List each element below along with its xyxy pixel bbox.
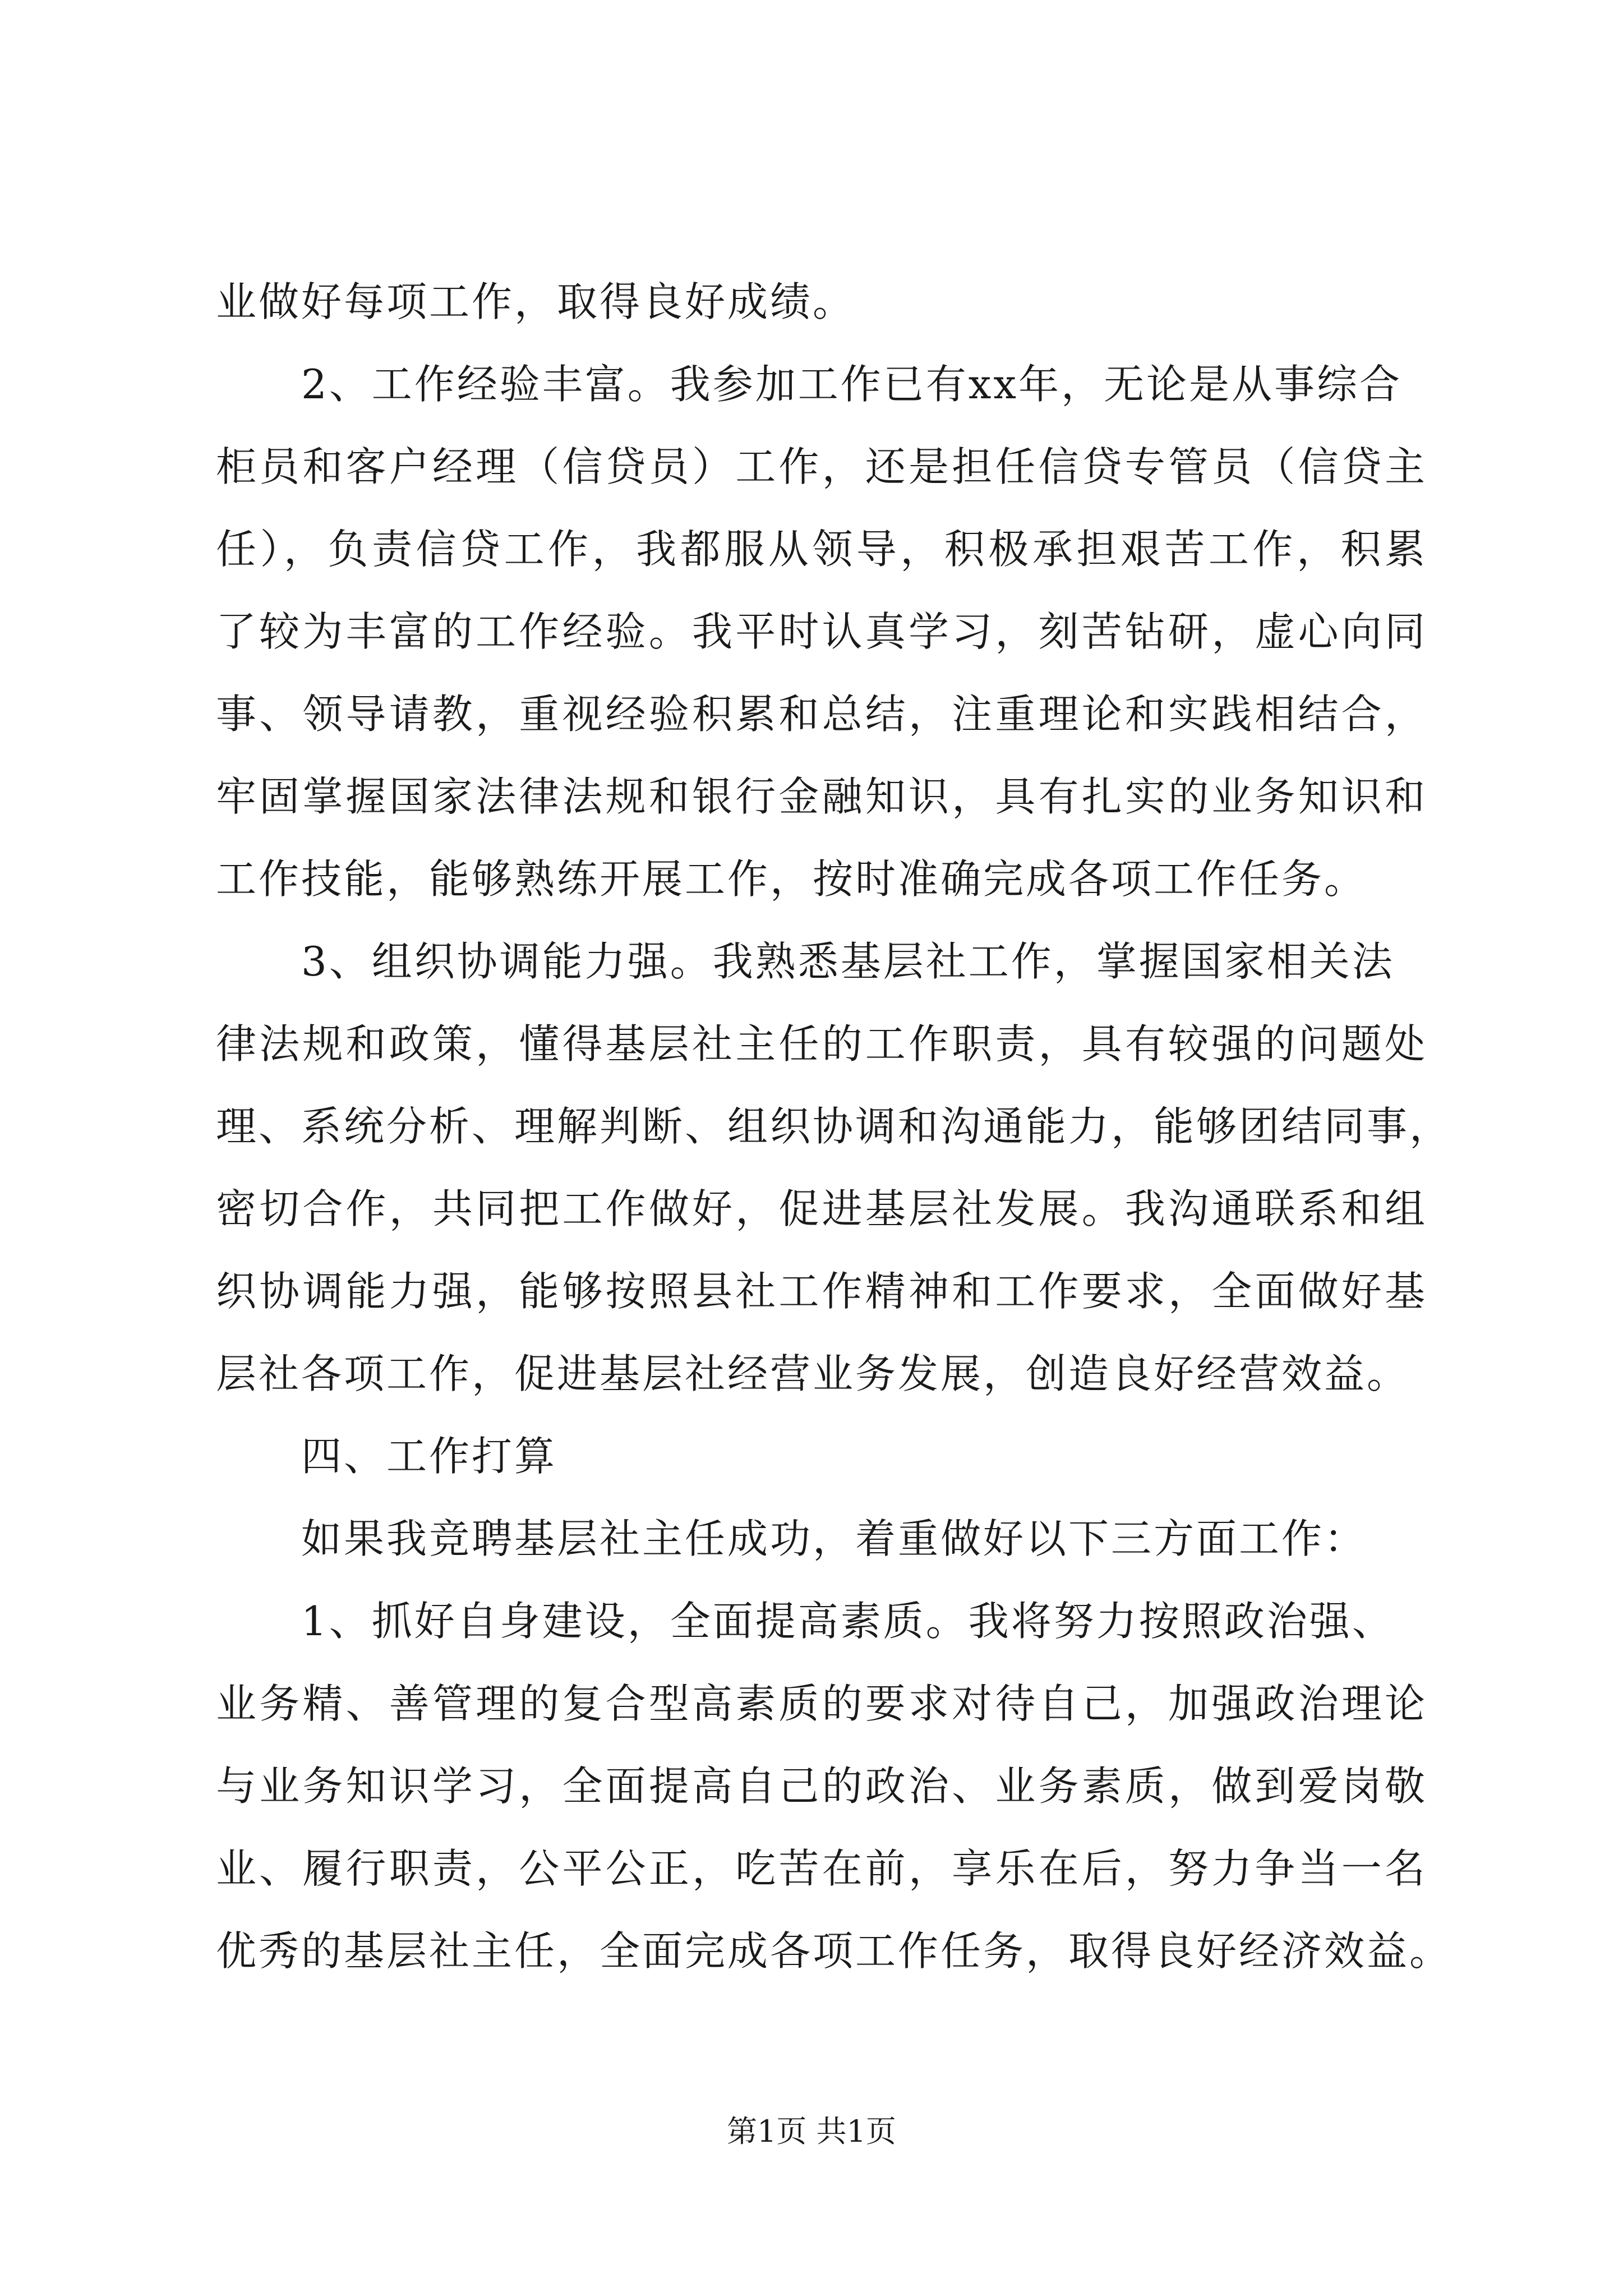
text-line: 了较为丰富的工作经验。我平时认真学习，刻苦钻研，虚心向同 xyxy=(216,608,1427,655)
text-line: 3、组织协调能力强。我熟悉基层社工作，掌握国家相关法 xyxy=(301,938,1395,985)
text-line: 柜员和客户经理（信贷员）工作，还是担任信贷专管员（信贷主 xyxy=(216,443,1427,490)
text-line: 牢固掌握国家法律法规和银行金融知识，具有扎实的业务知识和 xyxy=(216,773,1427,820)
text-line: 优秀的基层社主任，全面完成各项工作任务，取得良好经济效益。 xyxy=(216,1927,1453,1975)
body-text xyxy=(216,261,1453,1993)
text-line: 业、履行职责，公平公正，吃苦在前，享乐在后，努力争当一名 xyxy=(216,1845,1427,1892)
text-line: 如果我竞聘基层社主任成功，着重做好以下三方面工作： xyxy=(301,1515,1367,1562)
text-line: 业做好每项工作，取得良好成绩。 xyxy=(216,278,856,325)
text-line: 密切合作，共同把工作做好，促进基层社发展。我沟通联系和组 xyxy=(216,1185,1427,1232)
text-line: 事、领导请教，重视经验积累和总结，注重理论和实践相结合， xyxy=(216,691,1427,738)
text-line: 理、系统分析、理解判断、组织协调和沟通能力，能够团结同事， xyxy=(216,1103,1453,1150)
page-footer: 第1页 共1页 xyxy=(727,2114,896,2149)
text-line: 1、抓好自身建设，全面提高素质。我将努力按照政治强、 xyxy=(301,1598,1395,1645)
text-line: 织协调能力强，能够按照县社工作精神和工作要求，全面做好基 xyxy=(216,1268,1427,1315)
text-line: 层社各项工作，促进基层社经营业务发展，创造良好经营效益。 xyxy=(216,1350,1410,1397)
text-line: 业务精、善管理的复合型高素质的要求对待自己，加强政治理论 xyxy=(216,1680,1427,1727)
text-line: 律法规和政策，懂得基层社主任的工作职责，具有较强的问题处 xyxy=(216,1020,1427,1068)
text-line: 2、工作经验丰富。我参加工作已有xx年，无论是从事综合 xyxy=(301,361,1403,408)
section-heading: 四、工作打算 xyxy=(301,1433,557,1480)
text-line: 与业务知识学习，全面提高自己的政治、业务素质，做到爱岗敬 xyxy=(216,1763,1427,1810)
text-line: 任），负责信贷工作，我都服从领导，积极承担艰苦工作，积累 xyxy=(216,526,1427,573)
text-line: 工作技能，能够熟练开展工作，按时准确完成各项工作任务。 xyxy=(216,855,1367,903)
